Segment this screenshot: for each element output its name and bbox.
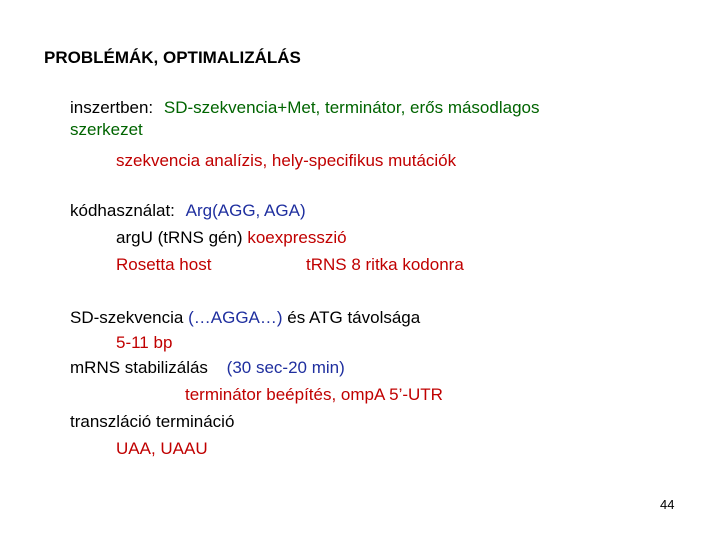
sd-sequence-motif: (…AGGA…) [188,308,283,327]
argu-gene: argU (tRNS gén) [116,228,243,247]
sd-atg-distance: és ATG távolsága [287,308,421,327]
codon-usage-detail: Arg(AGG, AGA) [185,201,306,220]
mrna-stabilization-line [70,358,345,378]
coexpression: koexpresszió [247,228,347,247]
rare-codon-trna: tRNS 8 ritka kodonra [306,255,464,274]
sd-sequence-line [70,308,420,328]
sd-distance-value: 5-11 bp [116,333,173,352]
insert-line [70,98,539,118]
page-number: 44 [660,497,675,512]
terminator-insertion: terminátor beépítés, ompA 5’-UTR [185,385,443,404]
rosetta-host: Rosetta host [116,255,212,274]
codon-usage-label: kódhasználat: [70,201,175,220]
insert-label: inszertben: [70,98,154,117]
translation-termination: transzláció termináció [70,412,235,431]
insert-detail-continued: szerkezet [70,120,143,139]
sd-sequence-label: SD-szekvencia [70,308,184,327]
insert-detail: SD-szekvencia+Met, terminátor, erős másodlagos [163,98,540,117]
page-title: PROBLÉMÁK, OPTIMALIZÁLÁS [44,48,301,67]
mrna-halflife: (30 sec-20 min) [226,358,345,377]
stop-codons: UAA, UAAU [116,439,208,458]
mrna-stabilization-label: mRNS stabilizálás [70,358,208,377]
codon-usage-line [70,201,306,221]
insert-subline: szekvencia analízis, hely-specifikus mutációk [116,151,457,170]
argu-line [116,228,347,248]
